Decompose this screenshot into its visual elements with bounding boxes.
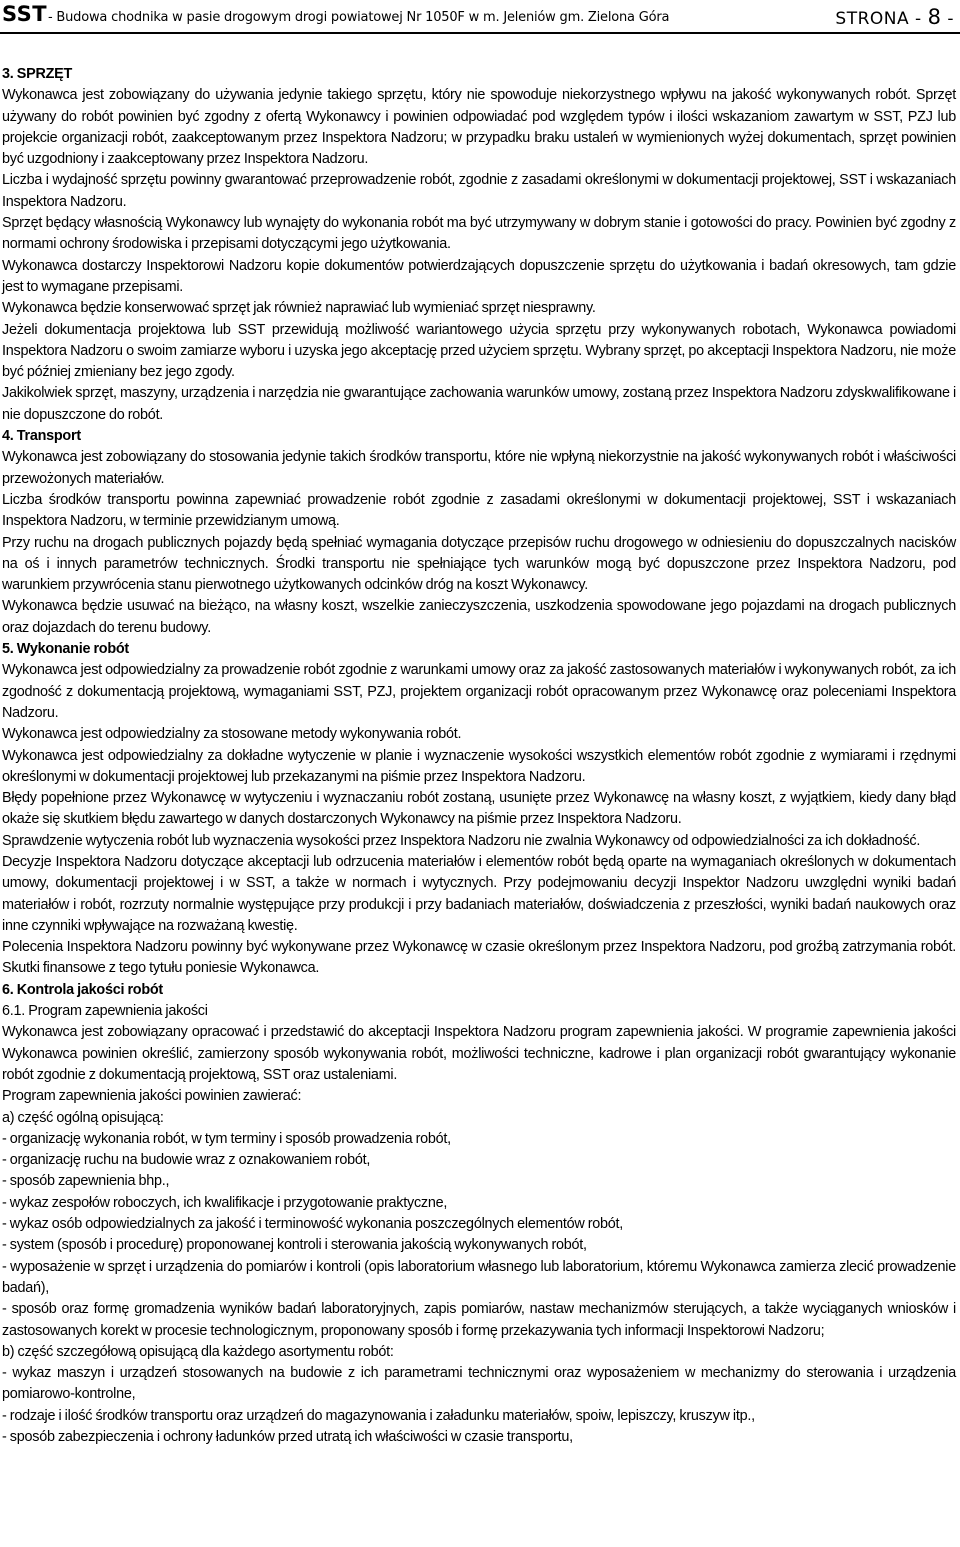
document-body <box>2 64 956 1448</box>
paragraph: Liczba i wydajność sprzętu powinny gwarantować przeprowadzenie robót, zgodnie z zasadami określonymi w dokumentacji projektowej, SST i wskazaniach Inspektora Nadzoru. <box>2 172 956 210</box>
paragraph: Wykonawca jest odpowiedzialny za dokładne wytyczenie w planie i wyznaczenie wysokości wszystkich elementów robót zgodnie z wymiarami i rzędnymi określonymi w dokumentacji projektowej lub przekazanymi na piśmie przez Inspektora Nadzoru. <box>2 747 956 785</box>
paragraph: Wykonawca jest zobowiązany opracować i przedstawić do akceptacji Inspektora Nadzoru program zapewnienia jakości. W programie zapewnienia jakości Wykonawca powinien określić, zamierzony sposób wykonywania robót, możliwości techniczne, kadrowe i plan organizacji robót gwarantujący wykonanie robót zgodnie z dokumentacją projektową, SST oraz ustaleniami. <box>2 1024 956 1083</box>
paragraph: - sposób zabezpieczenia i ochrony ładunków przed utratą ich właściwości w czasie transportu, <box>2 1429 573 1445</box>
header-title: - Budowa chodnika w pasie drogowym drogi powiatowej Nr 1050F w m. Jeleniów gm. Zielona Góra <box>48 10 670 25</box>
header-strona-label: STRONA - <box>835 9 922 29</box>
paragraph: Polecenia Inspektora Nadzoru powinny być wykonywane przez Wykonawcę w czasie określonym przez Inspektora Nadzoru, pod groźbą zatrzymania robót. Skutki finansowe z tego tytułu poniesie Wykonawca. <box>2 939 956 977</box>
paragraph: Liczba środków transportu powinna zapewniać prowadzenie robót zgodnie z zasadami określonymi w dokumentacji projektowej, SST i wskazaniach Inspektora Nadzoru, w terminie przewidzianym umową. <box>2 491 956 530</box>
paragraph: Wykonawca jest zobowiązany do używania jedynie takiego sprzętu, który nie spowoduje niekorzystnego wpływu na jakość wykonywanych robót. Sprzęt używany do robót powinien być zgodny z ofertą Wykonawcy i powinien odpowiadać pod względem typów i ilości wskazaniom zawartym w SST, PZJ lub projekcie organizacji robót, zaakceptowanym przez Inspektora Nadzoru; w przypadku braku ustaleń w wymienionych wyżej dokumentach, sprzęt powinien być uzgodniony i zaakceptowany przez Inspektora Nadzoru. <box>2 87 956 168</box>
paragraph: Przy ruchu na drogach publicznych pojazdy będą spełniać wymagania dotyczące przepisów ruchu drogowego w odniesieniu do dopuszczalnych nacisków na oś i innych parametrów technicznych. Środki transportu nie spełniające tych warunków mogą być dopuszczone przez Inspektora Nadzoru, pod warunkiem przywrócenia stanu pierwotnego użytkowanych odcinków dróg na koszt Wykonawcy. <box>2 534 956 594</box>
section-heading: 4. Transport <box>2 428 81 445</box>
section-heading: 3. SPRZĘT <box>2 66 73 82</box>
paragraph: Wykonawca będzie usuwać na bieżąco, na własny koszt, wszelkie zanieczyszczenia, uszkodzenia spowodowane jego pojazdami na drogach publicznych oraz dojazdach do terenu budowy. <box>2 598 956 636</box>
header-page-indicator <box>835 5 954 29</box>
paragraph: - organizację ruchu na budowie wraz z oznakowaniem robót, <box>2 1152 371 1169</box>
paragraph: - rodzaje i ilość środków transportu oraz urządzeń do magazynowania i załadunku materiałów, spoiw, lepiszczy, kruszyw itp., <box>2 1407 755 1424</box>
paragraph: a) część ogólną opisującą: <box>2 1109 164 1126</box>
paragraph: - sposób zapewnienia bhp., <box>2 1173 170 1190</box>
paragraph: - system (sposób i procedurę) proponowanej kontroli i sterowania jakością wykonywanych robót, <box>2 1237 587 1254</box>
paragraph: 6.1. Program zapewnienia jakości <box>2 1003 208 1020</box>
paragraph: - wykaz osób odpowiedzialnych za jakość i terminowość wykonania poszczególnych elementów robót, <box>2 1216 624 1233</box>
section-heading: 5. Wykonanie robót <box>2 641 129 658</box>
paragraph: Sprawdzenie wytyczenia robót lub wyznaczenia wysokości przez Inspektora Nadzoru nie zwalnia Wykonawcy od odpowiedzialności za ich dokładność. <box>2 832 921 849</box>
paragraph: b) część szczegółową opisującą dla każdego asortymentu robót: <box>2 1343 394 1360</box>
paragraph: Błędy popełnione przez Wykonawcę w wytyczeniu i wyznaczaniu robót zostaną, usunięte przez Wykonawcę na własny koszt, z wyjątkiem, kiedy dany błąd okaże się skutkiem błędu zawartego w danych dostarczonych Wykonawcy na piśmie przez Inspektora Nadzoru. <box>2 790 956 828</box>
section-heading: 6. Kontrola jakości robót <box>2 981 163 998</box>
paragraph: - wykaz zespołów roboczych, ich kwalifikacje i przygotowanie praktyczne, <box>2 1194 448 1211</box>
paragraph: Jakikolwiek sprzęt, maszyny, urządzenia i narzędzia nie gwarantujące zachowania warunków umowy, zostaną przez Inspektora Nadzoru zdyskwalifikowane i nie dopuszczone do robót. <box>2 385 956 423</box>
paragraph: Program zapewnienia jakości powinien zawierać: <box>2 1088 302 1105</box>
paragraph: Decyzje Inspektora Nadzoru dotyczące akceptacji lub odrzucenia materiałów i elementów robót będą oparte na wymaganiach określonych w dokumentach umowy, dokumentacji projektowej i w SST, a także w normach i wytycznych. Przy podejmowaniu decyzji Inspektor Nadzoru uwzględni wyniki badań materiałów i robót, rozrzuty normalnie występujące przy produkcji i przy badaniach materiałów, doświadczenia z przeszłości, wyniki badań naukowych oraz inne czynniki wpływające na rozważaną kwestię. <box>2 853 956 934</box>
header-sst: SST <box>2 2 48 26</box>
paragraph: - organizację wykonania robót, w tym terminy i sposób prowadzenia robót, <box>2 1130 451 1147</box>
paragraph: Jeżeli dokumentacja projektowa lub SST przewidują możliwość wariantowego użycia sprzętu przy wykonywanych robotach, Wykonawca powiadomi Inspektora Nadzoru o swoim zamiarze wyboru i uzyska jego akceptację przed użyciem sprzętu. Wybrany sprzęt, po akceptacji Inspektora Nadzoru, nie może być później zmieniany bez jego zgody. <box>2 321 956 381</box>
paragraph: Wykonawca dostarczy Inspektorowi Nadzoru kopie dokumentów potwierdzających dopuszczenie sprzętu do użytkowania i badań okresowych, tam gdzie jest to wymagane przepisami. <box>2 257 956 295</box>
paragraph: Sprzęt będący własnością Wykonawcy lub wynajęty do wykonania robót ma być utrzymywany w dobrym stanie i gotowości do pracy. Powinien być zgodny z normami ochrony środowiska i przepisami dotyczącymi jego użytkowania. <box>2 215 956 253</box>
header-dash: - <box>947 9 954 29</box>
paragraph: Wykonawca jest zobowiązany do stosowania jedynie takich środków transportu, które nie wpłyną niekorzystnie na jakość wykonywanych robót i właściwości przewożonych materiałów. <box>2 449 956 487</box>
paragraph: Wykonawca jest odpowiedzialny za stosowane metody wykonywania robót. <box>2 726 462 743</box>
paragraph: Wykonawca jest odpowiedzialny za prowadzenie robót zgodnie z warunkami umowy oraz za jakość zastosowanych materiałów i wykonywanych robót, za ich zgodność z dokumentacją projektową, wymaganiami SST, PZJ, projektem organizacji robót opracowanym przez Wykonawcę oraz poleceniami Inspektora Nadzoru. <box>2 662 956 721</box>
paragraph: - wyposażenie w sprzęt i urządzenia do pomiarów i kontroli (opis laboratorium własnego lub laboratorium, któremu Wykonawca zamierza zlecić prowadzenie badań), <box>2 1258 956 1296</box>
paragraph: Wykonawca będzie konserwować sprzęt jak również naprawiać lub wymieniać sprzęt niesprawny. <box>2 300 596 317</box>
header-page-number: 8 <box>927 5 942 29</box>
paragraph: - sposób oraz formę gromadzenia wyników badań laboratoryjnych, zapis pomiarów, nastaw mechanizmów sterujących, a także wyciąganych wniosków i zastosowanych korekt w procesie technologicznym, proponowany sposób i formę przekazywania tych informacji Inspektorowi Nadzoru; <box>2 1301 956 1339</box>
paragraph: - wykaz maszyn i urządzeń stosowanych na budowie z ich parametrami technicznymi oraz wyposażeniem w mechanizmy do sterowania i urządzenia pomiarowo-kontrolne, <box>2 1365 956 1403</box>
page-header <box>0 2 960 34</box>
